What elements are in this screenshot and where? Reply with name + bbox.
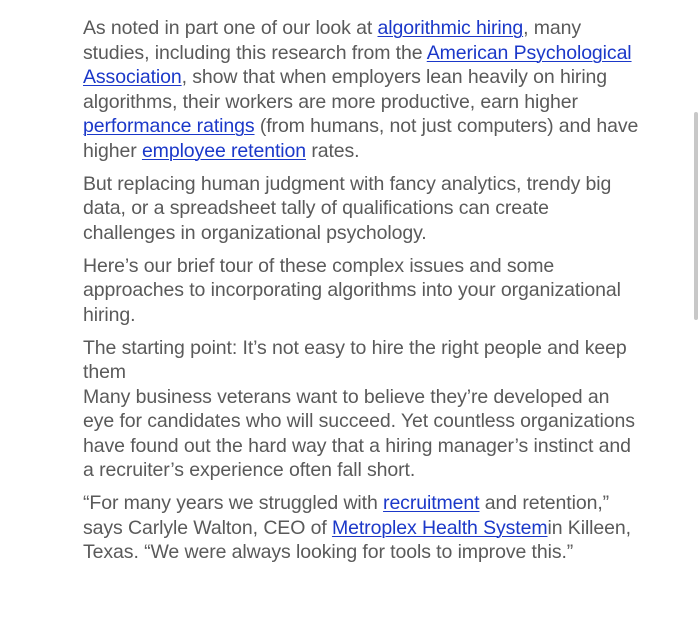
paragraph-tour: Here’s our brief tour of these complex issues and some approaches to incorporating algorithms into your organizational hiring. <box>83 254 621 326</box>
link-metroplex-health-system[interactable]: Metroplex Health System <box>331 516 548 539</box>
paragraph-text: “For many years we struggled with <box>83 492 384 514</box>
link-performance-ratings[interactable]: performance ratings <box>83 115 255 137</box>
paragraph-text: , show that when employers lean heavily on hiring algorithms, their workers are more productive, earn higher <box>83 66 608 113</box>
vertical-scrollbar[interactable] <box>688 0 700 633</box>
section-heading: The starting point: It’s not easy to hire the right people and keep them <box>83 336 627 383</box>
paragraph-text: (from humans, not just computers) and have higher <box>83 115 639 162</box>
paragraph-quote <box>83 491 643 565</box>
paragraph-starting-point <box>83 336 643 483</box>
paragraph-text: As noted in part one of our look at <box>83 17 378 39</box>
link-algorithmic-hiring[interactable]: algorithmic hiring <box>377 17 524 39</box>
paragraph-text: rates. <box>306 139 360 162</box>
article-body <box>83 16 643 573</box>
paragraph-analytics: But replacing human judgment with fancy analytics, trendy big data, or a spreadsheet tally of qualifications can create challenges in organizational psychology. <box>83 172 612 244</box>
paragraph-text: , many studies, including this research from the <box>83 17 582 64</box>
link-recruitment[interactable]: recruitment <box>383 492 480 514</box>
paragraph-text: in Killeen, Texas. “We were always looking for tools to improve this.” <box>83 516 631 563</box>
paragraph-text: Many business veterans want to believe they’re developed an eye for candidates who will succeed. Yet countless organizations have found out the hard way that a hiring manager’s instinct and a recruiter’s experience often fall short. <box>83 385 635 481</box>
paragraph-text: and retention,” says Carlyle Walton, CEO of <box>83 492 610 539</box>
link-american-psychological-association[interactable]: American Psychological Association <box>83 41 632 88</box>
scrollbar-thumb[interactable] <box>694 112 698 320</box>
paragraph-intro <box>83 16 643 163</box>
link-employee-retention[interactable]: employee retention <box>141 139 306 162</box>
